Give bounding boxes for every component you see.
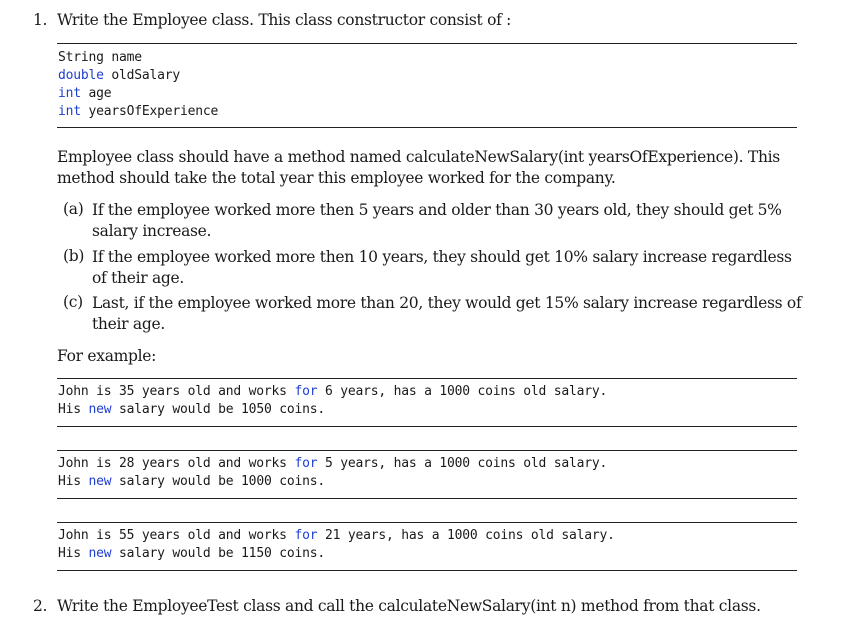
code-keyword: new: [88, 546, 112, 561]
code-keyword: new: [88, 402, 112, 417]
method-description: Employee class should have a method named calculateNewSalary(int yearsOfExperience). This method should take the total year this employee worked for the company.: [57, 148, 780, 187]
q2-number: 2.: [33, 597, 48, 615]
example-3-line-2: [58, 546, 325, 561]
condition-label: (c): [63, 293, 83, 311]
code-keyword: for: [294, 456, 318, 471]
condition-label: (b): [63, 247, 85, 265]
field-type: String: [58, 50, 104, 65]
field-type: double: [58, 68, 104, 83]
code-text: 5 years, has a 1000 coins old salary.: [317, 456, 608, 471]
field-name: yearsOfExperience: [88, 104, 219, 119]
example-1-line-1: [58, 384, 607, 399]
example-label: For example:: [57, 347, 157, 365]
example-3-line-1: [58, 528, 615, 543]
code-block-top-rule: [57, 43, 797, 44]
example-1-line-2: [58, 402, 325, 417]
q1-number: 1.: [33, 11, 48, 29]
code-text: His: [58, 474, 89, 489]
code-text: His: [58, 546, 89, 561]
code-text: His: [58, 402, 89, 417]
field-line-oldsalary: [58, 68, 180, 83]
example-2-top-rule: [57, 450, 797, 451]
code-text: John is 55 years old and works: [58, 528, 295, 543]
condition-text: Last, if the employee worked more than 20, they would get 15% salary increase regardless of their age.: [92, 294, 802, 333]
code-keyword: new: [88, 474, 112, 489]
code-text: John is 28 years old and works: [58, 456, 295, 471]
field-name: age: [88, 86, 112, 101]
example-3-bottom-rule: [57, 570, 797, 571]
code-text: salary would be 1150 coins.: [111, 546, 325, 561]
q2-text: Write the EmployeeTest class and call the calculateNewSalary(int n) method from that class.: [57, 597, 761, 615]
field-type: int: [58, 86, 81, 101]
code-block-bottom-rule: [57, 127, 797, 128]
code-keyword: for: [294, 528, 318, 543]
code-keyword: for: [294, 384, 318, 399]
field-type: int: [58, 104, 81, 119]
code-text: salary would be 1000 coins.: [111, 474, 325, 489]
code-text: salary would be 1050 coins.: [111, 402, 325, 417]
code-text: 6 years, has a 1000 coins old salary.: [317, 384, 608, 399]
condition-text: If the employee worked more then 10 years, they should get 10% salary increase regardless of their age.: [92, 248, 792, 287]
code-text: John is 35 years old and works: [58, 384, 295, 399]
condition-text: If the employee worked more then 5 years and older than 30 years old, they should get 5% salary increase.: [92, 201, 782, 240]
condition-label: (a): [63, 200, 84, 218]
example-2-bottom-rule: [57, 498, 797, 499]
field-name: oldSalary: [111, 68, 181, 83]
example-3-top-rule: [57, 522, 797, 523]
example-2-line-1: [58, 456, 607, 471]
field-line-yearsofexperience: [58, 104, 218, 119]
field-line-age: [58, 86, 111, 101]
example-2-line-2: [58, 474, 325, 489]
example-1-bottom-rule: [57, 426, 797, 427]
q1-heading: Write the Employee class. This class constructor consist of :: [57, 11, 512, 29]
field-name: name: [111, 50, 142, 65]
code-text: 21 years, has a 1000 coins old salary.: [317, 528, 615, 543]
example-1-top-rule: [57, 378, 797, 379]
field-line-name: [58, 50, 142, 65]
